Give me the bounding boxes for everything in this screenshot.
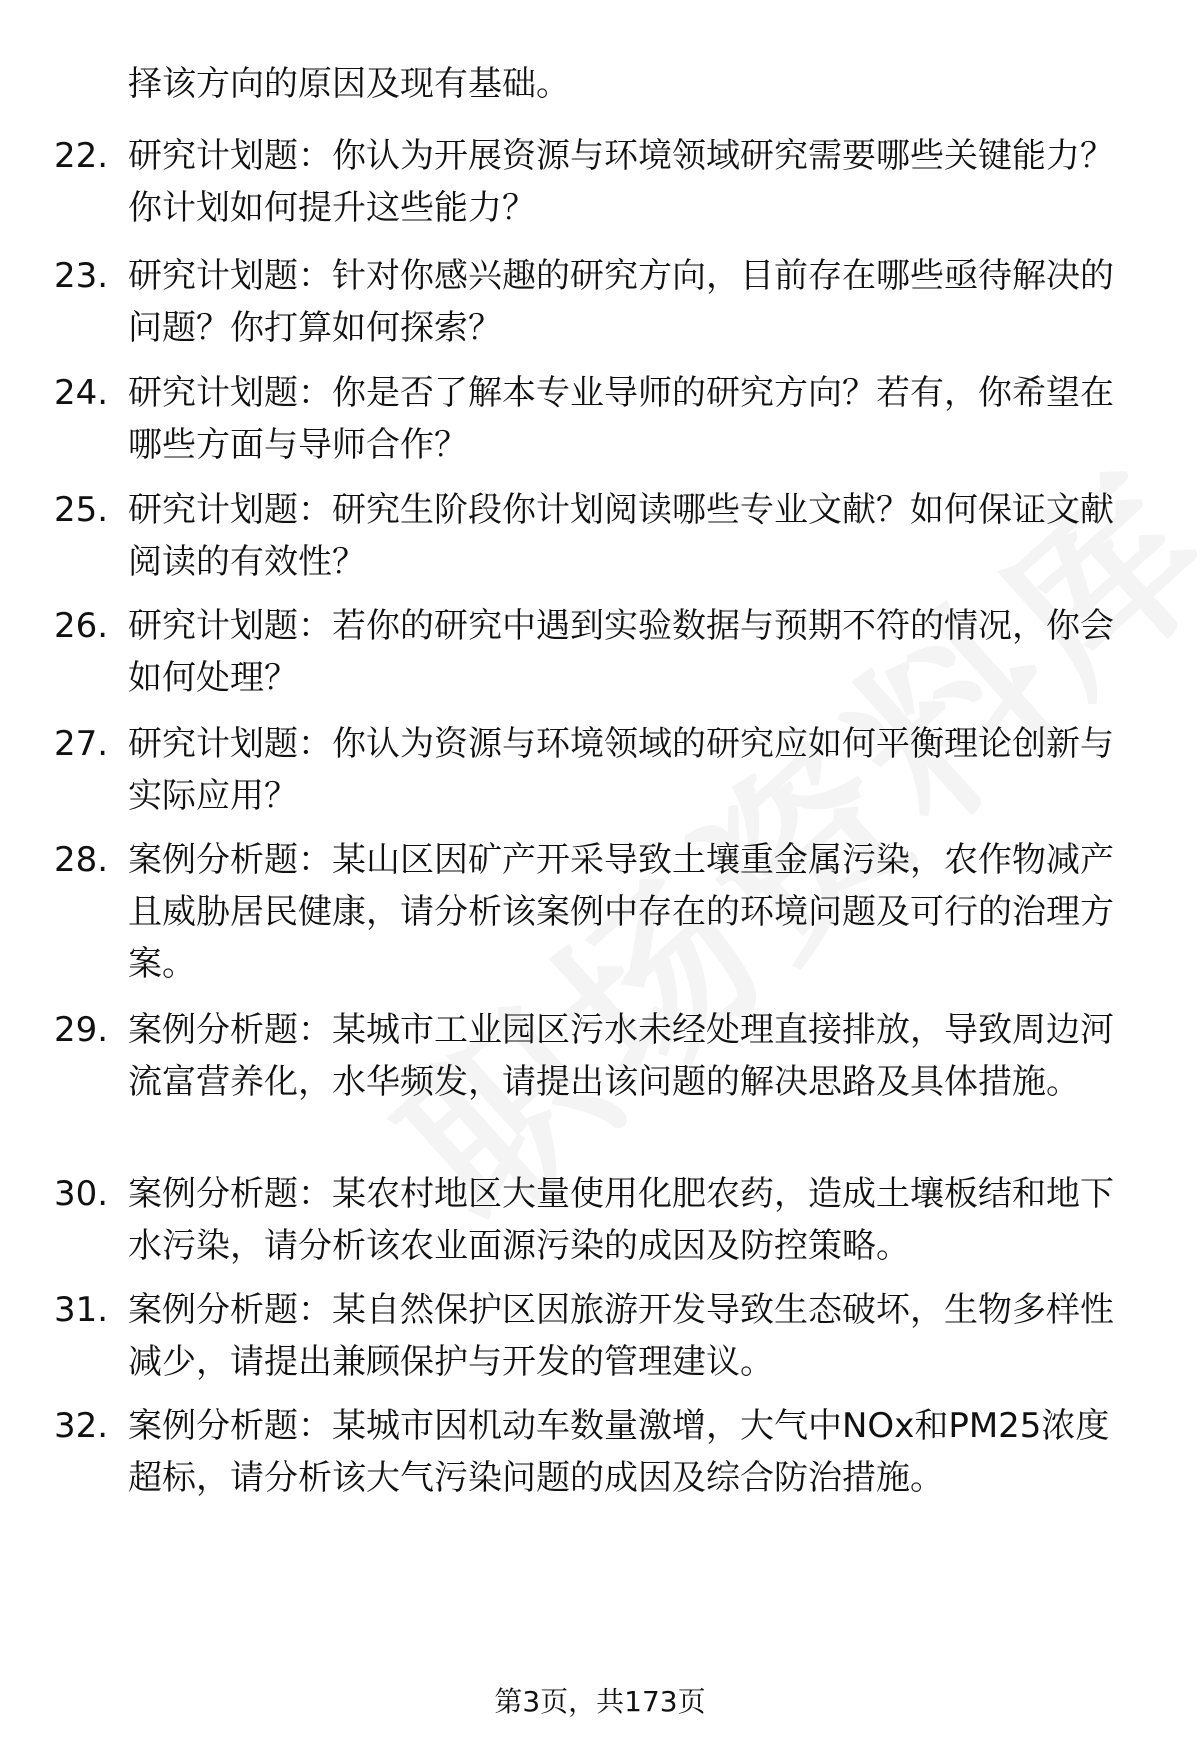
item-number: 30. <box>54 1174 109 1214</box>
item-number: 23. <box>54 256 109 296</box>
page-footer: 第3页，共173页 <box>494 1685 706 1718</box>
item-number: 22. <box>54 136 109 176</box>
item-number: 32. <box>54 1406 109 1446</box>
item-number: 25. <box>54 490 109 530</box>
continuation-text: 择该方向的原因及现有基础。 <box>128 64 570 104</box>
item-text: 研究计划题：你认为资源与环境领域的研究应如何平衡理论创新与实际应用？ <box>128 724 1114 816</box>
item-text: 研究计划题：你是否了解本专业导师的研究方向？若有，你希望在哪些方面与导师合作？ <box>128 373 1114 465</box>
item-text: 案例分析题：某城市工业园区污水未经处理直接排放，导致周边河流富营养化，水华频发，请提出该问题的解决思路及具体措施。 <box>128 1010 1114 1102</box>
item-text: 案例分析题：某城市因机动车数量激增，大气中NOx和PM25浓度超标，请分析该大气污染问题的成因及综合防治措施。 <box>128 1406 1110 1498</box>
item-number: 29. <box>54 1010 109 1050</box>
item-text: 研究计划题：针对你感兴趣的研究方向，目前存在哪些亟待解决的问题？你打算如何探索？ <box>128 256 1114 348</box>
item-number: 28. <box>54 840 109 880</box>
item-text: 案例分析题：某自然保护区因旅游开发导致生态破坏，生物多样性减少，请提出兼顾保护与开发的管理建议。 <box>128 1290 1114 1382</box>
item-text: 研究计划题：若你的研究中遇到实验数据与预期不符的情况，你会如何处理？ <box>128 606 1114 698</box>
item-number: 24. <box>54 373 109 413</box>
item-text: 研究计划题：研究生阶段你计划阅读哪些专业文献？如何保证文献阅读的有效性？ <box>128 490 1114 582</box>
item-text: 研究计划题：你认为开展资源与环境领域研究需要哪些关键能力？你计划如何提升这些能力？ <box>128 136 1114 228</box>
item-number: 26. <box>54 606 109 646</box>
item-text: 案例分析题：某农村地区大量使用化肥农药，造成土壤板结和地下水污染，请分析该农业面源污染的成因及防控策略。 <box>128 1174 1114 1266</box>
item-text: 案例分析题：某山区因矿产开采导致土壤重金属污染，农作物减产且威胁居民健康，请分析该案例中存在的环境问题及可行的治理方案。 <box>128 840 1114 984</box>
item-number: 27. <box>54 724 109 764</box>
item-number: 31. <box>54 1290 109 1330</box>
